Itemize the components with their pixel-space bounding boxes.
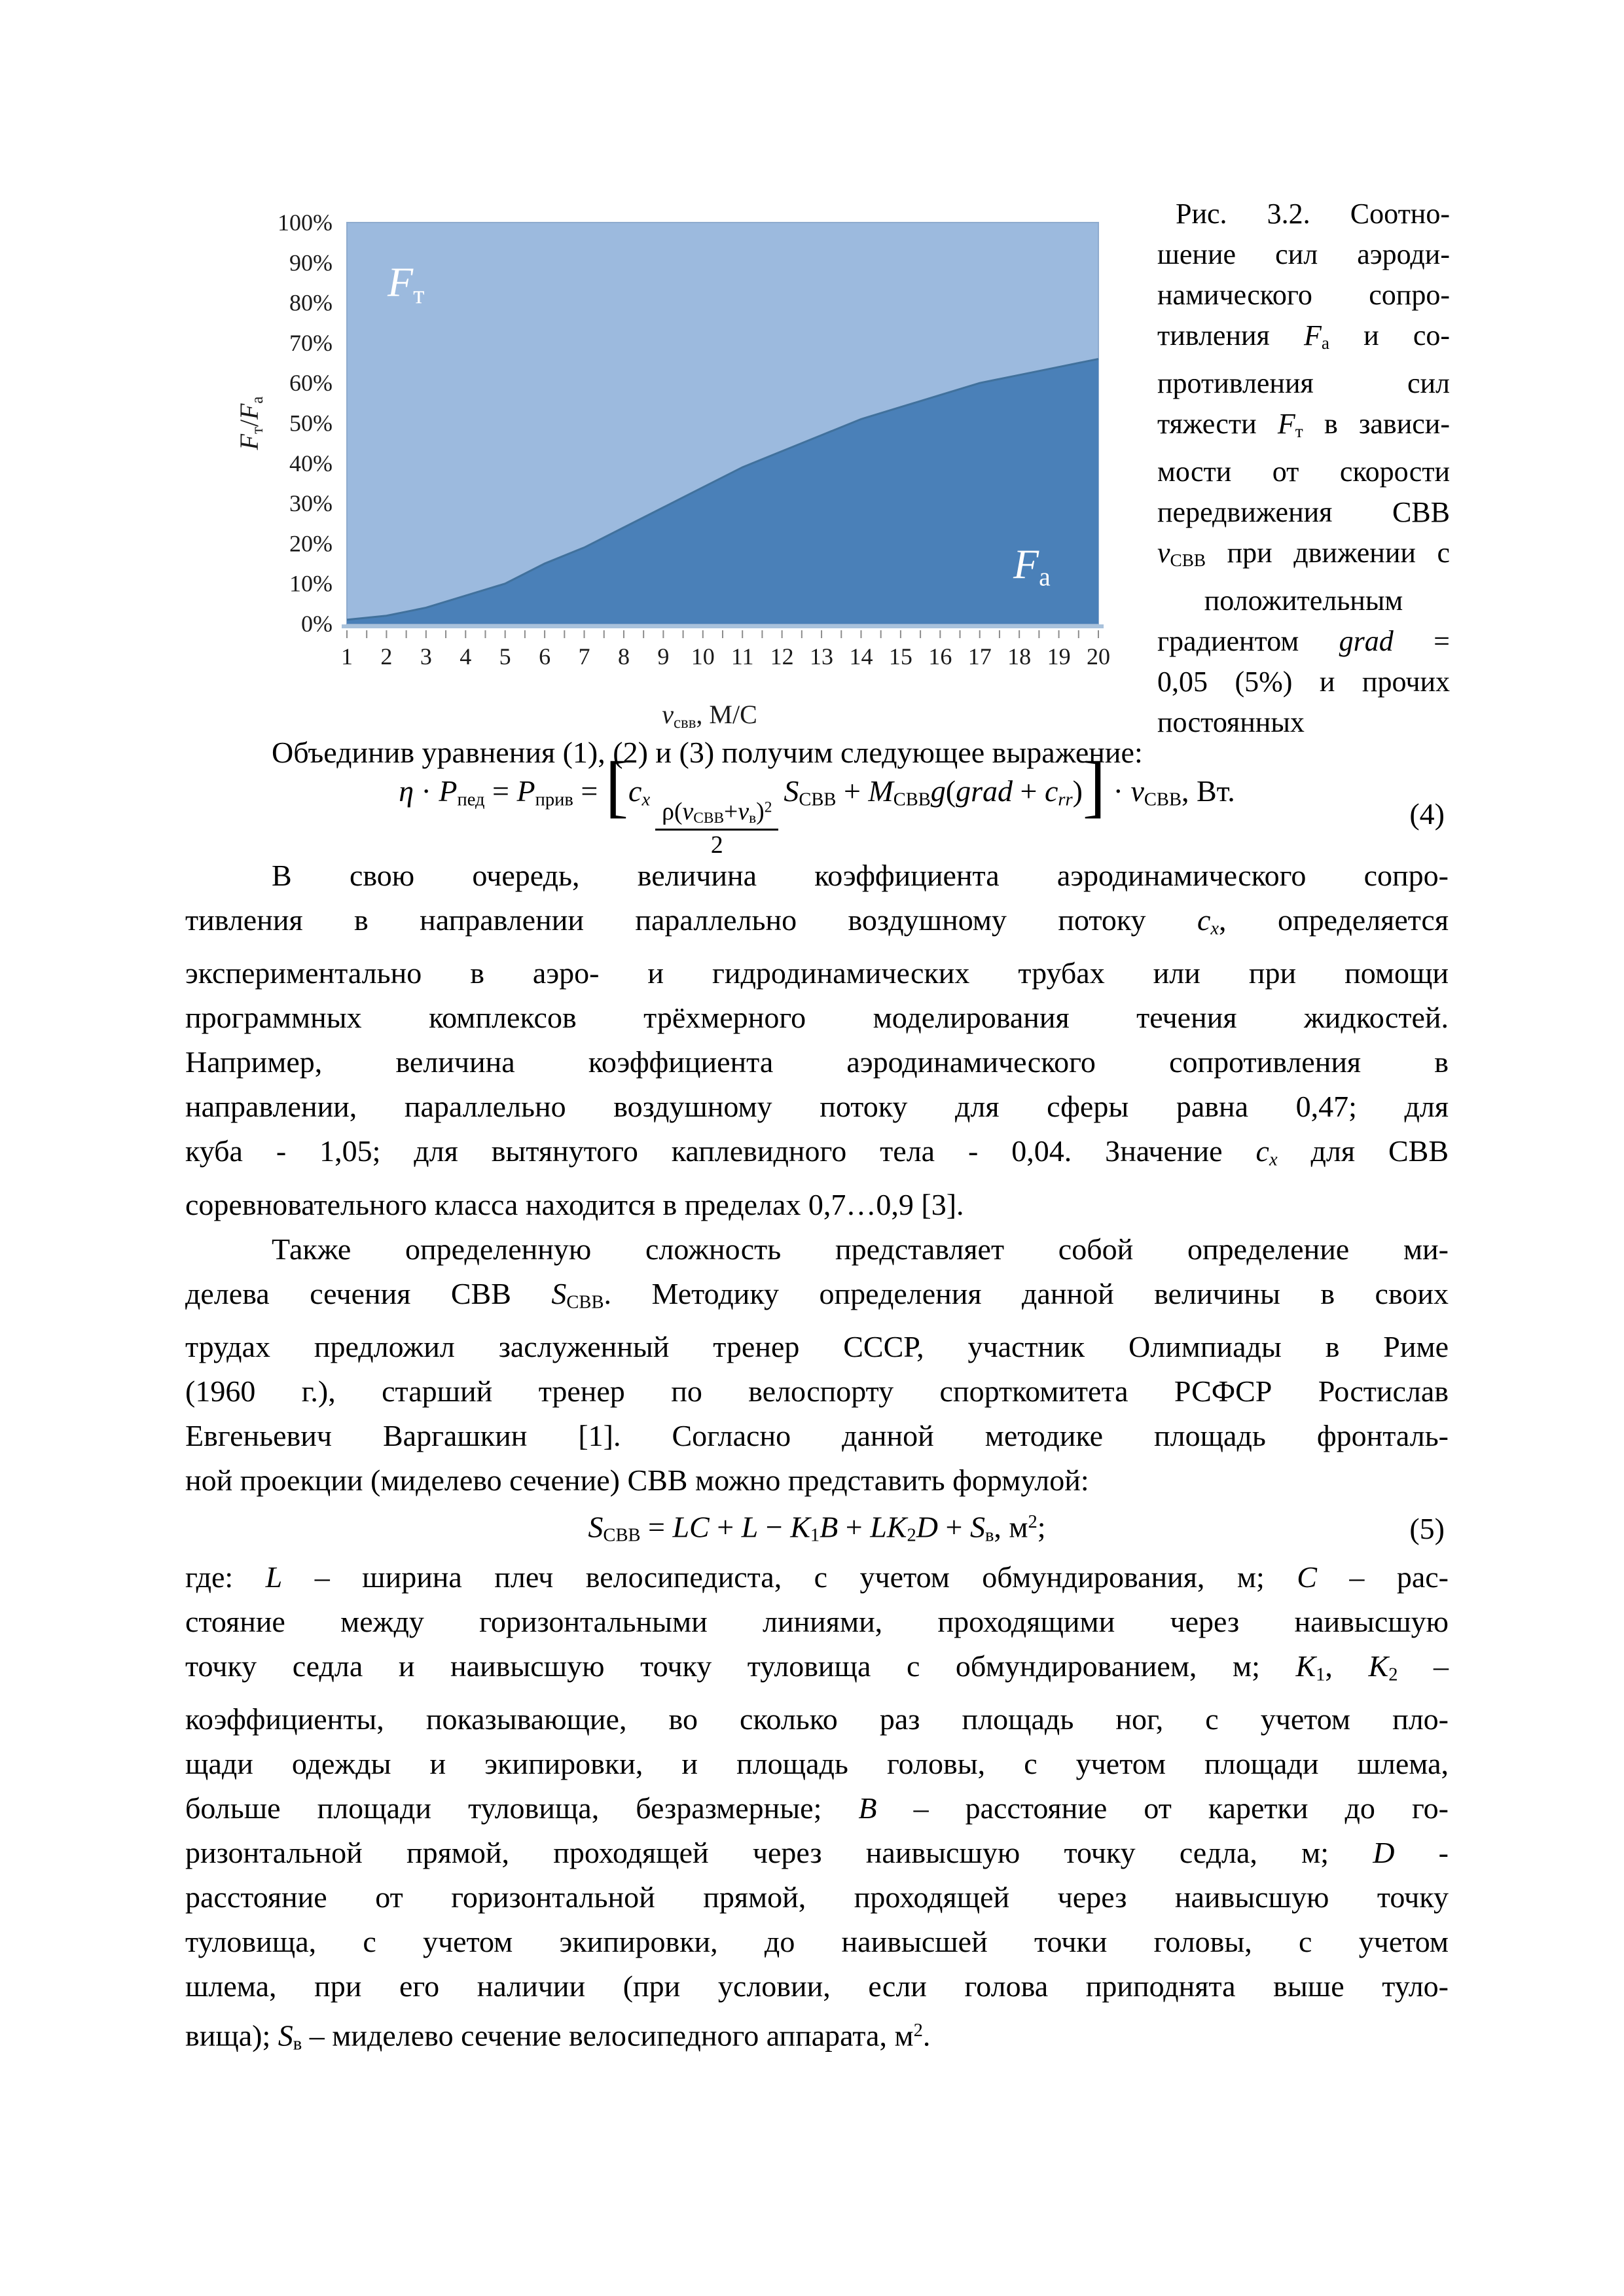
equation-body [588, 1500, 1045, 1558]
text-seg: LK [870, 1509, 907, 1543]
text-seg: трудах предложил заслуженный тренер СССР, участник Олимпиады в Риме [185, 1329, 1449, 1363]
text-seg: L [741, 1509, 759, 1543]
text-seg: при движении с [1206, 537, 1450, 569]
y-tick-label: 60% [289, 370, 333, 397]
y-tick-label: 10% [289, 570, 333, 597]
text-seg: . [922, 2018, 931, 2053]
text-seg: c [1197, 903, 1211, 937]
text-seg: постоянных [1157, 706, 1305, 738]
y-axis-title: Fт/Fа [234, 396, 267, 450]
text-seg: ) [1072, 774, 1083, 808]
paragraph [185, 1227, 1449, 1503]
text-seg: соревновательного класса находится в пределах 0,7…0,9 [3]. [185, 1187, 964, 1221]
x-tick-label: 19 [1047, 643, 1071, 670]
text-line [185, 853, 1449, 898]
text-seg: в [749, 810, 757, 827]
text-seg: – миделево сечение велосипедного аппарата, м [302, 2018, 914, 2053]
x-tick-label: 15 [888, 643, 912, 670]
text-seg: расстояние от горизонтальной прямой, проходящей через наивысшую точку [185, 1880, 1449, 1914]
text-seg: экспериментально в аэро- и гидродинамических трубах или при помощи [185, 956, 1449, 990]
text-seg: = [573, 774, 605, 808]
text-seg: точку седла и наивысшую точку туловища с обмундированием, м; [185, 1649, 1296, 1683]
x-tick-label: 5 [499, 643, 511, 670]
text-seg: в [984, 1525, 994, 1546]
text-seg: а [1321, 333, 1329, 353]
text-seg: · [1106, 774, 1131, 808]
fraction-numerator [655, 798, 778, 831]
text-seg: 2 [764, 798, 772, 816]
text-line [185, 1227, 1449, 1272]
text-line [185, 1369, 1449, 1414]
x-tick-label: 18 [1007, 643, 1032, 670]
text-seg: – [1398, 1649, 1449, 1683]
text-seg: . Методику определения данной величины в своих [604, 1276, 1449, 1310]
text-seg: градиентом [1157, 625, 1339, 657]
text-line [185, 1085, 1449, 1129]
text-line [185, 1458, 1449, 1503]
text-seg: v [1157, 537, 1170, 569]
paragraph [185, 1555, 1449, 2067]
fraction [655, 798, 778, 859]
text-line [1157, 533, 1450, 581]
text-seg: ной проекции (миделево сечение) СВВ можно представить формулой: [185, 1463, 1089, 1497]
x-tick-label: 12 [770, 643, 794, 670]
y-tick-label: 30% [289, 490, 333, 517]
text-line [185, 730, 1449, 775]
text-seg: − [758, 1509, 791, 1543]
text-seg: , [1325, 1649, 1369, 1683]
text-seg: СВВ [893, 789, 931, 810]
text-line [1157, 452, 1450, 492]
text-line [185, 1129, 1449, 1182]
text-line [1157, 621, 1450, 662]
text-line [1157, 275, 1450, 315]
text-seg: rr [1058, 789, 1073, 810]
text-line [185, 2009, 1449, 2067]
text-seg: S [784, 774, 799, 808]
y-tick-label: 70% [289, 329, 333, 356]
text-seg: положительным [1204, 584, 1403, 617]
text-line [185, 996, 1449, 1040]
text-line [1157, 581, 1450, 621]
text-seg: (1960 г.), старший тренер по велоспорту спорткомитета РСФСР Ростислав [185, 1374, 1449, 1408]
text-seg: ) [756, 798, 765, 826]
text-seg: + [1013, 774, 1045, 808]
text-seg: D [916, 1509, 938, 1543]
text-seg: туловища, с учетом экипировки, до наивысшей точки головы, с учетом [185, 1925, 1449, 1959]
text-line [1157, 492, 1450, 533]
x-tick-label: 3 [420, 643, 432, 670]
x-tick-label: 11 [731, 643, 754, 670]
x-tick-label: 16 [928, 643, 952, 670]
y-tick-label: 40% [289, 450, 333, 476]
y-tick-label: 20% [289, 530, 333, 557]
text-seg: = [484, 774, 517, 808]
text-seg: c [628, 774, 642, 808]
text-line [1157, 234, 1450, 275]
text-seg: g [930, 774, 946, 808]
text-seg: + [709, 1509, 742, 1543]
text-seg: 0,05 (5%) и прочих [1157, 666, 1450, 698]
text-line [185, 1831, 1449, 1875]
text-seg: стояние между горизонтальными линиями, проходящими через наивысшую [185, 1604, 1449, 1638]
text-seg: 2 [1028, 1511, 1038, 1532]
text-seg: = [640, 1509, 673, 1543]
x-tick-label: 10 [691, 643, 715, 670]
text-seg: пед [457, 789, 485, 810]
text-seg: Например, величина коэффициента аэродинамического сопротивления в [185, 1045, 1449, 1079]
text-seg: Евгеньевич Варгашкин [1]. Согласно данной методике площадь фронталь- [185, 1418, 1449, 1452]
text-seg: 2 [1388, 1664, 1398, 1685]
text-seg: D [1373, 1836, 1395, 1870]
text-line [185, 951, 1449, 996]
text-seg: · [414, 774, 439, 808]
text-seg: – рас- [1316, 1560, 1449, 1594]
text-seg: 1 [1316, 1664, 1326, 1685]
text-line [185, 1325, 1449, 1369]
text-line [185, 1183, 1449, 1227]
text-seg: программных комплексов трёхмерного моделирования течения жидкостей. [185, 1001, 1449, 1035]
text-seg: куба - 1,05; для вытянутого каплевидного тела - 0,04. Значение [185, 1134, 1256, 1168]
text-seg: 2 [913, 2020, 923, 2041]
text-seg: LC [672, 1509, 710, 1543]
text-line [1157, 194, 1450, 234]
x-tick-label: 8 [617, 643, 630, 670]
text-seg: c [1255, 1134, 1269, 1168]
text-seg: + [836, 774, 869, 808]
text-seg: где: [185, 1560, 266, 1594]
text-seg: = [1393, 625, 1450, 657]
text-seg: η [399, 774, 414, 808]
text-line [185, 1742, 1449, 1786]
text-seg: x [641, 789, 651, 810]
text-line [1157, 662, 1450, 702]
paragraph [185, 730, 1449, 775]
text-seg: щади одежды и экипировки, и площадь головы, с учетом площади шлема, [185, 1747, 1449, 1781]
text-seg: для СВВ [1277, 1134, 1449, 1168]
text-seg: Объединив уравнения (1), (2) и (3) получим следующее выражение: [272, 736, 1143, 769]
text-seg: + [724, 798, 738, 826]
text-seg: СВВ [1144, 789, 1182, 810]
text-seg: B [858, 1791, 877, 1825]
text-seg: в зависи- [1303, 408, 1450, 440]
text-seg: F [1277, 408, 1295, 440]
x-tick-label: 2 [380, 643, 393, 670]
text-seg: + [937, 1509, 970, 1543]
text-line [185, 1920, 1449, 1964]
text-seg: , Вт. [1181, 774, 1235, 808]
text-seg: [ [605, 747, 629, 825]
x-tick-label: 13 [810, 643, 834, 670]
text-seg: S [969, 1509, 985, 1543]
text-seg: v [1130, 774, 1144, 808]
text-seg: СВВ [693, 810, 725, 827]
figure-caption [1157, 194, 1450, 743]
x-tick-label: 14 [849, 643, 873, 670]
y-tick-label: 90% [289, 249, 333, 276]
text-line [185, 1600, 1449, 1644]
y-tick-label: 50% [289, 410, 333, 437]
paragraph [185, 853, 1449, 1227]
text-line [185, 1786, 1449, 1831]
equation-number: (5) [1409, 1511, 1445, 1545]
text-seg: P [439, 774, 458, 808]
text-seg: передвижения СВВ [1157, 496, 1450, 528]
text-line [185, 1697, 1449, 1742]
text-seg: СВВ [603, 1525, 641, 1546]
x-tick-label: 17 [967, 643, 992, 670]
text-seg: 1 [810, 1525, 820, 1546]
text-seg: СВВ [566, 1291, 604, 1312]
y-tick-label: 80% [289, 289, 333, 316]
text-seg: C [1297, 1560, 1317, 1594]
text-seg: ; [1037, 1509, 1046, 1543]
equation-row-eq5 [185, 1503, 1449, 1555]
figure-chart-svg [229, 213, 1119, 736]
text-seg: + [838, 1509, 871, 1543]
body-text [185, 730, 1449, 2067]
y-tick-label: 100% [278, 213, 333, 236]
series-label-fa: Fа [1013, 541, 1051, 592]
text-seg: намического сопро- [1157, 279, 1450, 311]
text-seg: т [1295, 422, 1303, 441]
text-line [185, 1272, 1449, 1325]
text-seg: коэффициенты, показывающие, во сколько раз площадь ног, с учетом пло- [185, 1702, 1449, 1736]
text-seg: , м [994, 1509, 1028, 1543]
text-seg: тивления в направлении параллельно воздушному потоку [185, 903, 1197, 937]
text-line [1157, 363, 1450, 404]
text-seg: ( [945, 774, 956, 808]
text-seg: и со- [1329, 319, 1450, 351]
text-seg: v [682, 798, 694, 826]
text-seg: 2 [710, 831, 723, 859]
text-seg: c [1044, 774, 1058, 808]
text-seg: F [1303, 319, 1322, 351]
text-seg: больше площади туловища, безразмерные; [185, 1791, 859, 1825]
text-seg: x [1269, 1149, 1278, 1170]
text-seg: прив [535, 789, 573, 810]
text-seg: v [738, 798, 749, 826]
text-seg: B [820, 1509, 839, 1543]
series-label-ft: Fт [388, 259, 425, 310]
text-seg: тяжести [1157, 408, 1278, 440]
text-line [185, 1040, 1449, 1085]
text-seg: в [293, 2034, 302, 2054]
text-seg: шлема, при его наличии (при условии, если голова приподнята выше туло- [185, 1969, 1449, 2003]
text-seg: , определяется [1219, 903, 1449, 937]
text-seg: – ширина плеч велосипедиста, с учетом обмундирования, м; [282, 1560, 1297, 1594]
equation-number: (4) [1409, 797, 1445, 831]
text-seg: S [588, 1509, 604, 1543]
text-seg: СВВ [1170, 550, 1206, 570]
text-seg: направлении, параллельно воздушному потоку для сферы равна 0,47; для [185, 1090, 1449, 1124]
text-seg: L [265, 1560, 283, 1594]
text-seg: СВВ [799, 789, 837, 810]
text-seg: P [516, 774, 535, 808]
text-seg: В свою очередь, величина коэффициента аэродинамического сопро- [272, 859, 1449, 892]
text-seg: противления сил [1157, 367, 1450, 399]
text-seg: 2 [907, 1525, 916, 1546]
text-seg: M [868, 774, 893, 808]
x-axis-title: vсвв, М/С [662, 700, 757, 732]
text-seg: Также определенную сложность представляет собой определение ми- [272, 1232, 1449, 1266]
text-seg: - [1394, 1836, 1449, 1870]
text-seg: тивления [1157, 319, 1304, 351]
text-line [185, 1644, 1449, 1697]
x-tick-label: 9 [657, 643, 670, 670]
text-seg: S [278, 2018, 293, 2053]
text-line [1157, 404, 1450, 452]
text-seg: grad [956, 774, 1013, 808]
x-tick-label: 20 [1087, 643, 1110, 670]
text-seg: x [1210, 918, 1219, 939]
text-seg: делева сечения СВВ [185, 1276, 552, 1310]
text-line [185, 1555, 1449, 1600]
text-seg: K [1368, 1649, 1389, 1683]
y-tick-label: 0% [301, 611, 333, 637]
text-seg: Рис. 3.2. Соотно- [1176, 198, 1450, 230]
x-tick-label: 1 [341, 643, 353, 670]
text-line [185, 898, 1449, 951]
text-line [185, 1964, 1449, 2009]
text-seg: K [1295, 1649, 1316, 1683]
x-tick-label: 6 [539, 643, 551, 670]
text-line [185, 1414, 1449, 1458]
text-seg: шение сил аэроди- [1157, 238, 1450, 270]
text-seg: мости от скорости [1157, 456, 1450, 488]
text-seg: S [551, 1276, 567, 1310]
x-tick-label: 4 [460, 643, 472, 670]
text-seg: вища); [185, 2018, 278, 2053]
text-line [185, 1875, 1449, 1920]
text-seg: grad [1339, 625, 1394, 657]
text-line [1157, 315, 1450, 363]
text-seg: ризонтальной прямой, проходящей через наивысшую точку седла, м; [185, 1836, 1373, 1870]
x-tick-label: 7 [578, 643, 590, 670]
text-seg: ] [1082, 747, 1106, 825]
text-seg: ρ( [662, 798, 683, 826]
text-seg: K [790, 1509, 810, 1543]
text-seg: – расстояние от каретки до го- [876, 1791, 1449, 1825]
fraction-denominator [711, 831, 723, 859]
